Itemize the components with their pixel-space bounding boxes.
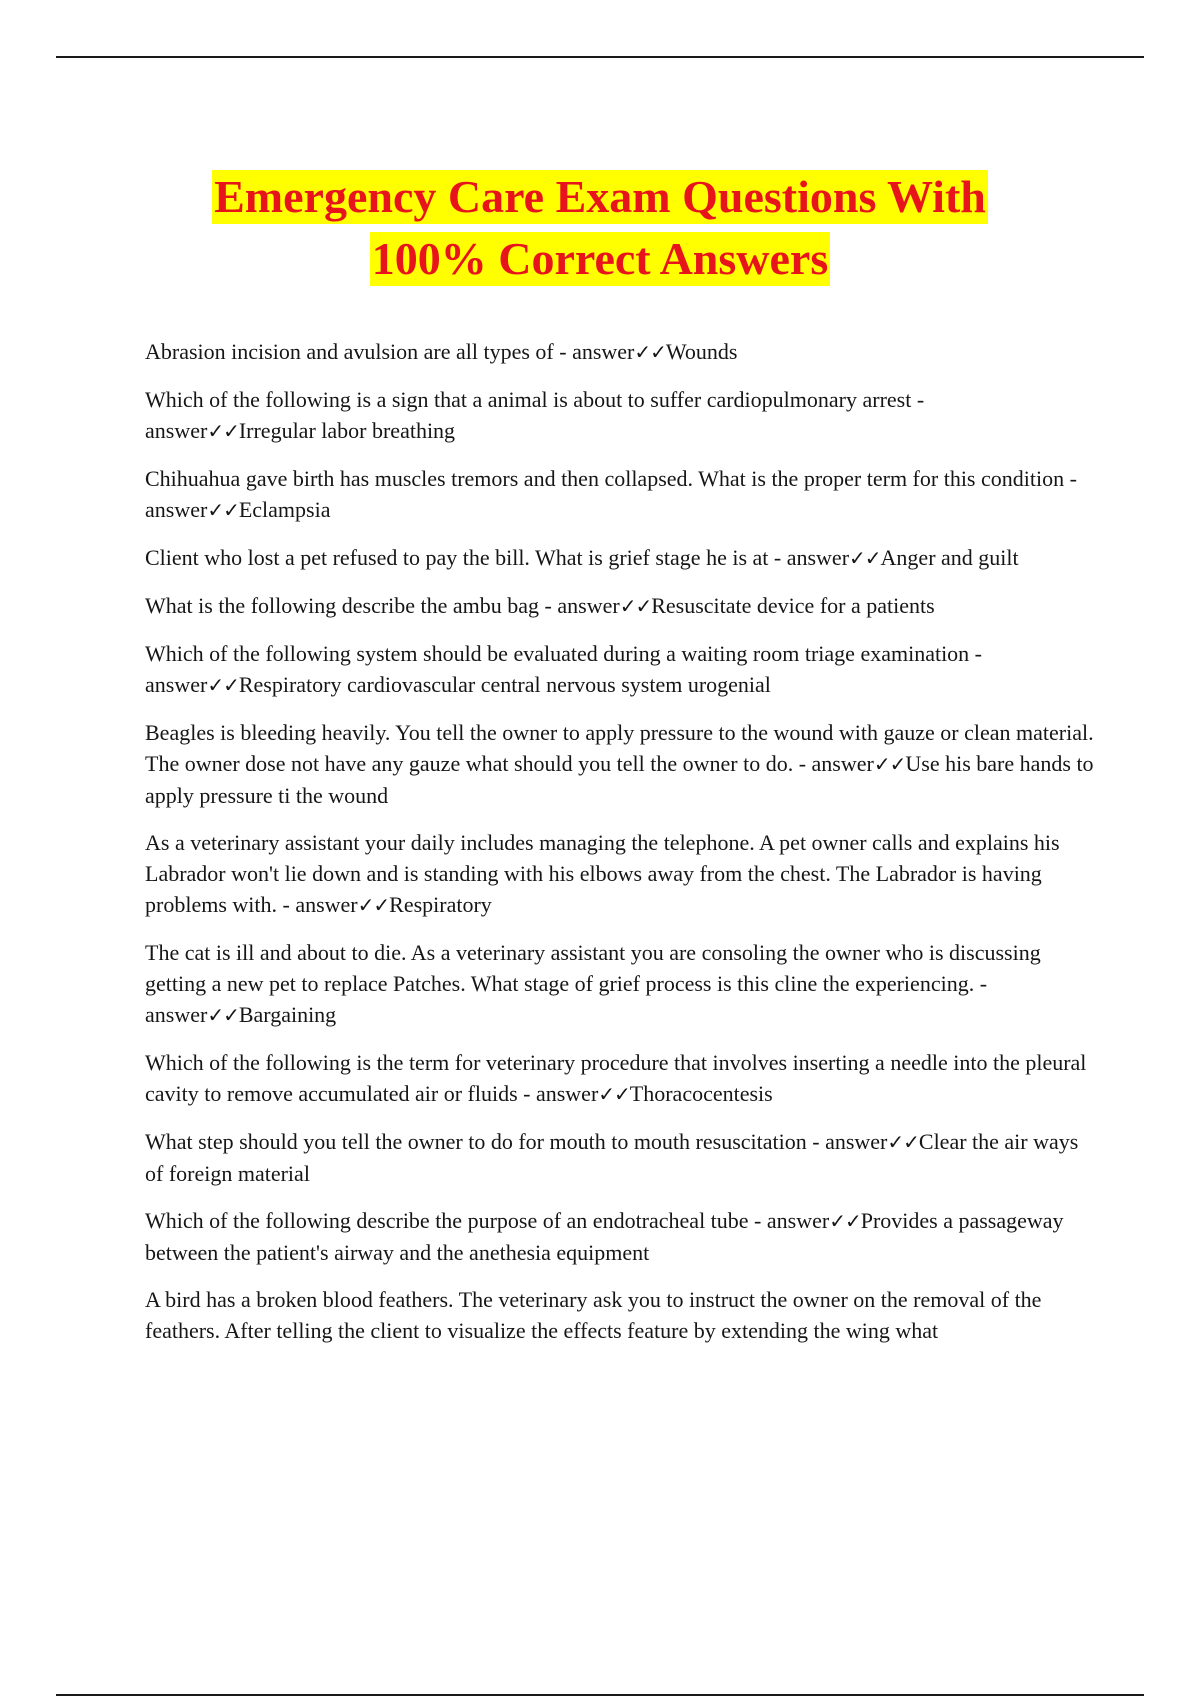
document-title xyxy=(0,170,1200,294)
double-check-icon: ✓✓ xyxy=(207,673,239,697)
answer-prefix: answer xyxy=(145,497,208,522)
question-text: Which of the following is the term for veterinary procedure that involves inserting a needle into the pleural cavity to remove accumulated air or fluids - xyxy=(145,1050,1087,1106)
qa-item xyxy=(145,590,1095,622)
answer-text: Respiratory xyxy=(389,892,492,917)
answer-prefix: answer xyxy=(145,672,208,697)
title-line-2: 100% Correct Answers xyxy=(371,233,829,284)
double-check-icon: ✓✓ xyxy=(598,1082,630,1106)
question-text: The cat is ill and about to die. As a veterinary assistant you are consoling the owner who is discussing getting a new pet to replace Patches. What stage of grief process is this cline the experiencing. - xyxy=(145,940,1041,996)
double-check-icon: ✓✓ xyxy=(207,498,239,522)
double-check-icon: ✓✓ xyxy=(207,419,239,443)
qa-item xyxy=(145,717,1095,811)
answer-text: Irregular labor breathing xyxy=(238,418,456,443)
question-text: Which of the following describe the purpose of an endotracheal tube - xyxy=(145,1208,767,1233)
qa-item xyxy=(145,336,1095,368)
question-text: Abrasion incision and avulsion are all types of - xyxy=(145,339,573,364)
qa-item xyxy=(145,827,1095,921)
answer-text: Provides a passageway between the patient's airway and the anethesia equipment xyxy=(145,1208,1064,1265)
answer-text: Bargaining xyxy=(238,1002,337,1027)
answer-prefix: answer xyxy=(295,892,358,917)
answer-prefix: answer xyxy=(766,1208,830,1233)
qa-item xyxy=(145,384,1095,447)
answer-text: Thoracocentesis xyxy=(629,1081,773,1106)
qa-item xyxy=(145,463,1095,526)
answer-text: Use his bare hands to apply pressure ti the wound xyxy=(145,751,1094,808)
question-text: A bird has a broken blood feathers. The veterinary ask you to instruct the owner on the removal of the feathers. After telling the client to visualize the effects feature by extending the wing what xyxy=(145,1287,1042,1343)
answer-prefix: answer xyxy=(535,1081,599,1106)
qa-list xyxy=(145,336,1095,1362)
double-check-icon: ✓✓ xyxy=(829,1209,861,1233)
double-check-icon: ✓✓ xyxy=(207,1003,239,1027)
question-text: Client who lost a pet refused to pay the bill. What is grief stage he is at - xyxy=(145,545,787,570)
title-line-1: Emergency Care Exam Questions With xyxy=(214,171,986,222)
question-text: What step should you tell the owner to do for mouth to mouth resuscitation - xyxy=(145,1129,826,1154)
answer-text: Eclampsia xyxy=(238,497,331,522)
qa-item xyxy=(145,937,1095,1031)
double-check-icon: ✓✓ xyxy=(887,1130,919,1154)
question-text: Which of the following system should be evaluated during a waiting room triage examination - xyxy=(145,641,983,666)
qa-item xyxy=(145,1047,1095,1110)
answer-prefix: answer xyxy=(572,339,635,364)
answer-prefix: answer xyxy=(811,751,874,776)
answer-prefix: answer xyxy=(145,1002,208,1027)
double-check-icon: ✓✓ xyxy=(357,893,390,917)
question-text: Beagles is bleeding heavily. You tell the owner to apply pressure to the wound with gauze or clean material. The owner dose not have any gauze what should you tell the owner to do. - xyxy=(145,720,1094,776)
answer-text: Respiratory cardiovascular central nervous system urogenial xyxy=(238,672,771,697)
answer-text: Resuscitate device for a patients xyxy=(651,593,935,618)
double-check-icon: ✓✓ xyxy=(634,340,666,364)
question-text: As a veterinary assistant your daily includes managing the telephone. A pet owner calls and explains his Labrador won't lie down and is standing with his elbows away from the chest. The Labrador is having problems with. - xyxy=(145,830,1060,917)
answer-prefix: answer xyxy=(786,545,850,570)
qa-item xyxy=(145,638,1095,701)
header-rule xyxy=(56,56,1144,58)
question-text: Chihuahua gave birth has muscles tremors and then collapsed. What is the proper term for this condition - xyxy=(145,466,1077,491)
answer-text: Clear the air ways of foreign material xyxy=(145,1129,1079,1186)
answer-text: Wounds xyxy=(665,339,738,364)
double-check-icon: ✓✓ xyxy=(619,594,652,618)
answer-prefix: answer xyxy=(557,593,620,618)
question-text: Which of the following is a sign that a animal is about to suffer cardiopulmonary arrest - xyxy=(145,387,925,412)
answer-prefix: answer xyxy=(825,1129,888,1154)
double-check-icon: ✓✓ xyxy=(849,546,881,570)
qa-item xyxy=(145,1126,1095,1189)
qa-item xyxy=(145,542,1095,574)
answer-text: Anger and guilt xyxy=(880,545,1019,570)
qa-item xyxy=(145,1205,1095,1268)
qa-item xyxy=(145,1284,1095,1346)
question-text: What is the following describe the ambu bag - xyxy=(145,593,558,618)
answer-prefix: answer xyxy=(145,418,208,443)
footer-rule xyxy=(56,1694,1144,1696)
double-check-icon: ✓✓ xyxy=(873,752,906,776)
